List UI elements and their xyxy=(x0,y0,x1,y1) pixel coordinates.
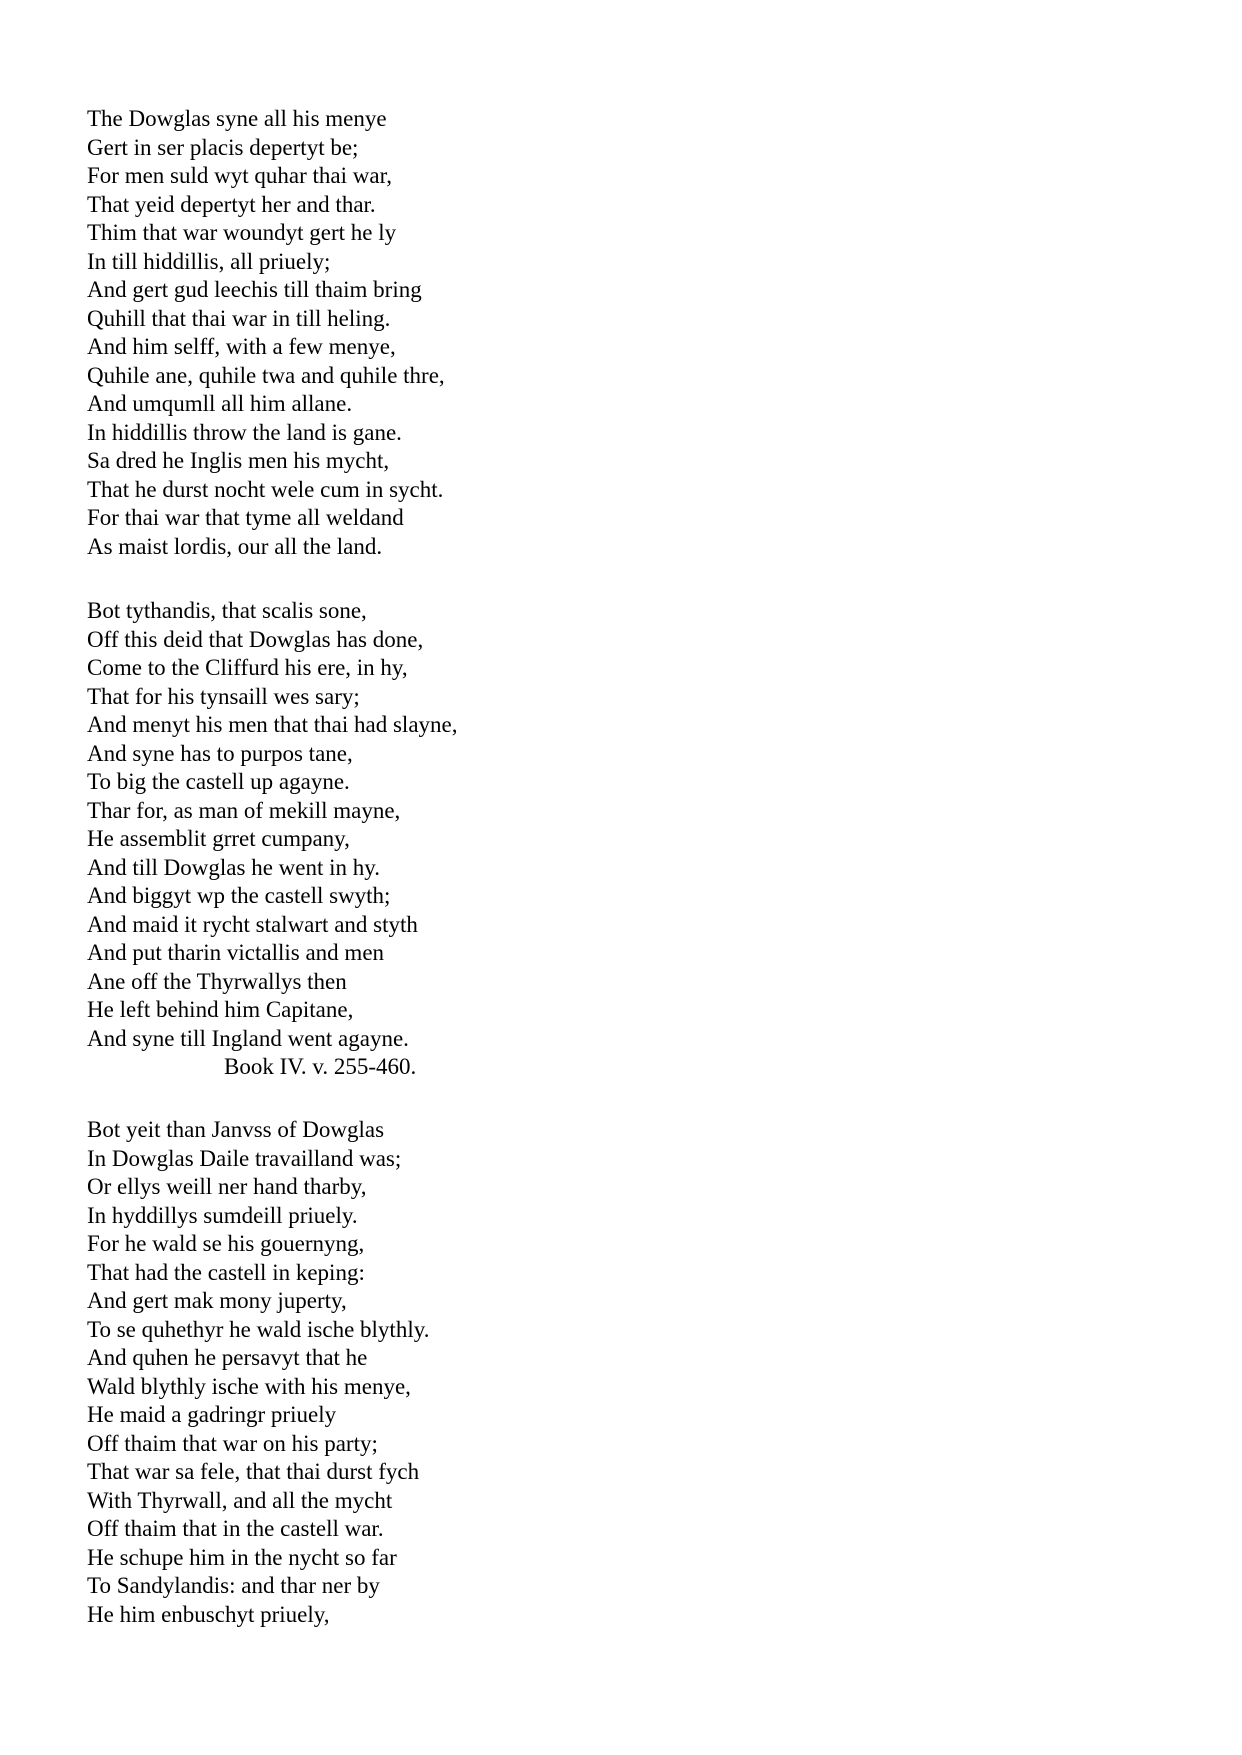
verse-line: And him selff, with a few menye, xyxy=(87,334,396,359)
stanza-3 xyxy=(87,1116,429,1629)
verse-line: And syne till Ingland went agayne. xyxy=(87,1025,409,1051)
verse-line: Gert in ser placis depertyt be; xyxy=(87,134,359,160)
verse-line: To big the castell up agayne. xyxy=(87,769,350,794)
verse-line: Wald blythly ische with his menye, xyxy=(87,1373,411,1399)
verse-line: Thim that war woundyt gert he ly xyxy=(87,220,397,245)
verse-line: He maid a gadringr priuely xyxy=(87,1402,337,1427)
verse-line: Come to the Cliffurd his ere, in hy, xyxy=(87,655,408,680)
verse-line: Off this deid that Dowglas has done, xyxy=(87,626,424,652)
verse-line: And biggyt wp the castell swyth; xyxy=(87,883,391,908)
verse-line: Off thaim that in the castell war. xyxy=(87,1516,384,1541)
verse-line: Quhile ane, quhile twa and quhile thre, xyxy=(87,362,445,388)
verse-line: And quhen he persavyt that he xyxy=(87,1345,368,1370)
verse-line: As maist lordis, our all the land. xyxy=(87,533,383,559)
verse-line: For thai war that tyme all weldand xyxy=(87,505,404,530)
verse-line: And till Dowglas he went in hy. xyxy=(87,854,381,880)
verse-line: That war sa fele, that thai durst fych xyxy=(87,1459,420,1484)
verse-line: Bot tythandis, that scalis sone, xyxy=(87,598,367,623)
verse-line: To Sandylandis: and thar ner by xyxy=(87,1573,380,1598)
verse-line: Off thaim that war on his party; xyxy=(87,1430,378,1456)
verse-line: He assemblit grret cumpany, xyxy=(87,826,350,851)
verse-line: Thar for, as man of mekill mayne, xyxy=(87,797,401,823)
verse-line: Quhill that thai war in till heling. xyxy=(87,305,391,331)
verse-line: Ane off the Thyrwallys then xyxy=(87,968,347,994)
verse-line: And umqumll all him allane. xyxy=(87,391,353,416)
verse-line: Or ellys weill ner hand tharby, xyxy=(87,1174,367,1199)
verse-line: And gert mak mony juperty, xyxy=(87,1288,347,1313)
verse-line: With Thyrwall, and all the mycht xyxy=(87,1487,393,1513)
verse-line: That he durst nocht wele cum in sycht. xyxy=(87,476,444,502)
verse-line: In hyddillys sumdeill priuely. xyxy=(87,1202,358,1228)
verse-line: He left behind him Capitane, xyxy=(87,997,354,1022)
verse-line: For he wald se his gouernyng, xyxy=(87,1231,365,1256)
verse-line: He schupe him in the nycht so far xyxy=(87,1544,397,1570)
verse-line: And maid it rycht stalwart and styth xyxy=(87,911,418,937)
verse-line: That had the castell in keping: xyxy=(87,1259,365,1285)
verse-line: That for his tynsaill wes sary; xyxy=(87,683,360,709)
stanza-1 xyxy=(87,105,445,561)
verse-line: In till hiddillis, all priuely; xyxy=(87,248,331,274)
verse-line: For men suld wyt quhar thai war, xyxy=(87,163,393,188)
verse-line: In hiddillis throw the land is gane. xyxy=(87,419,402,445)
verse-line: And gert gud leechis till thaim bring xyxy=(87,277,422,302)
verse-line: In Dowglas Daile travailland was; xyxy=(87,1145,402,1171)
stanza-2 xyxy=(87,597,457,1082)
verse-line: Bot yeit than Janvss of Dowglas xyxy=(87,1117,385,1142)
verse-line: Sa dred he Inglis men his mycht, xyxy=(87,448,390,473)
book-citation: Book IV. v. 255-460. xyxy=(224,1054,417,1079)
verse-line: And syne has to purpos tane, xyxy=(87,740,353,766)
verse-line: That yeid depertyt her and thar. xyxy=(87,191,376,217)
verse-line: And put tharin victallis and men xyxy=(87,940,385,965)
verse-line: To se quhethyr he wald ische blythly. xyxy=(87,1316,430,1342)
verse-line: The Dowglas syne all his menye xyxy=(87,106,387,131)
verse-line: And menyt his men that thai had slayne, xyxy=(87,712,458,737)
verse-line: He him enbuschyt priuely, xyxy=(87,1601,330,1627)
